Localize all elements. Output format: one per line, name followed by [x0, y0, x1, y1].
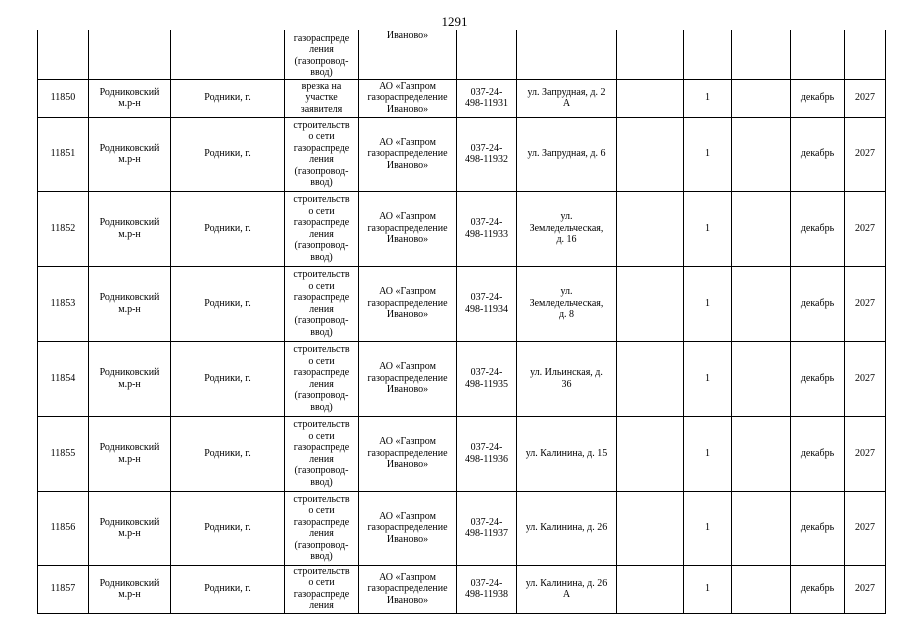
cell-year: 2027 [845, 191, 886, 266]
cell-organization: АО «Газпром газораспределение Иваново» [359, 341, 457, 416]
cell-quantity: 1 [684, 491, 732, 565]
cell-month [791, 30, 845, 79]
cell-empty [617, 79, 684, 117]
table-row [38, 117, 886, 191]
cell-organization: АО «Газпром газораспределение Иваново» [359, 191, 457, 266]
cell-work-type: газораспреде ления (газопровод- ввод) [285, 30, 359, 79]
cell-district [89, 30, 171, 79]
cell-locality: Родники, г. [171, 565, 285, 613]
cell-address: ул. Калинина, д. 26 А [517, 565, 617, 613]
cell-locality: Родники, г. [171, 341, 285, 416]
cell-year: 2027 [845, 416, 886, 491]
cell-num: 11853 [38, 266, 89, 341]
cell-locality: Родники, г. [171, 416, 285, 491]
cell-empty [732, 191, 791, 266]
cell-month: декабрь [791, 416, 845, 491]
cell-quantity: 1 [684, 565, 732, 613]
cell-quantity: 1 [684, 117, 732, 191]
cell-district: Родниковский м.р-н [89, 565, 171, 613]
cell-quantity: 1 [684, 266, 732, 341]
cell-num: 11857 [38, 565, 89, 613]
cell-address: ул. Калинина, д. 15 [517, 416, 617, 491]
cell-quantity: 1 [684, 341, 732, 416]
cell-quantity [684, 30, 732, 79]
cell-work-type: врезка на участке заявителя [285, 79, 359, 117]
cell-address: ул. Запрудная, д. 2 А [517, 79, 617, 117]
cell-year: 2027 [845, 565, 886, 613]
page-number: 1291 [441, 14, 468, 29]
cell-empty [617, 266, 684, 341]
cell-organization: АО «Газпром газораспределение Иваново» [359, 117, 457, 191]
cell-year [845, 30, 886, 79]
cell-address [517, 30, 617, 79]
cell-empty [732, 79, 791, 117]
cell-locality: Родники, г. [171, 191, 285, 266]
cell-empty [732, 565, 791, 613]
cell-code [457, 30, 517, 79]
cell-empty [732, 266, 791, 341]
cell-address: ул. Калинина, д. 26 [517, 491, 617, 565]
cell-district: Родниковский м.р-н [89, 117, 171, 191]
cell-organization: АО «Газпром газораспределение Иваново» [359, 491, 457, 565]
cell-empty [617, 30, 684, 79]
cell-organization: Иваново» [359, 30, 457, 79]
cell-num: 11852 [38, 191, 89, 266]
cell-empty [732, 117, 791, 191]
cell-organization: АО «Газпром газораспределение Иваново» [359, 266, 457, 341]
gas-connection-table [37, 30, 886, 614]
cell-num: 11854 [38, 341, 89, 416]
cell-empty [617, 191, 684, 266]
cell-district: Родниковский м.р-н [89, 79, 171, 117]
table-row [38, 416, 886, 491]
cell-organization: АО «Газпром газораспределение Иваново» [359, 79, 457, 117]
cell-code: 037-24- 498-11934 [457, 266, 517, 341]
cell-locality [171, 30, 285, 79]
cell-work-type: строительств о сети газораспреде ления [285, 565, 359, 613]
table-row [38, 266, 886, 341]
cell-num: 11855 [38, 416, 89, 491]
cell-locality: Родники, г. [171, 79, 285, 117]
cell-locality: Родники, г. [171, 491, 285, 565]
cell-month: декабрь [791, 117, 845, 191]
cell-address: ул. Ильинская, д. 36 [517, 341, 617, 416]
cell-month: декабрь [791, 79, 845, 117]
cell-num: 11851 [38, 117, 89, 191]
table-row-continued [38, 30, 886, 79]
cell-month: декабрь [791, 266, 845, 341]
table-row [38, 565, 886, 613]
cell-empty [617, 416, 684, 491]
cell-num: 11856 [38, 491, 89, 565]
cell-month: декабрь [791, 491, 845, 565]
cell-district: Родниковский м.р-н [89, 341, 171, 416]
cell-empty [617, 491, 684, 565]
cell-work-type: строительств о сети газораспреде ления (газопровод- ввод) [285, 491, 359, 565]
cell-district: Родниковский м.р-н [89, 266, 171, 341]
cell-empty [732, 491, 791, 565]
cell-month: декабрь [791, 341, 845, 416]
cell-work-type: строительств о сети газораспреде ления (газопровод- ввод) [285, 341, 359, 416]
cell-quantity: 1 [684, 79, 732, 117]
cell-district: Родниковский м.р-н [89, 491, 171, 565]
cell-num: 11850 [38, 79, 89, 117]
cell-code: 037-24- 498-11937 [457, 491, 517, 565]
cell-locality: Родники, г. [171, 117, 285, 191]
cell-code: 037-24- 498-11932 [457, 117, 517, 191]
cell-address: ул. Земледельческая, д. 8 [517, 266, 617, 341]
cell-address: ул. Запрудная, д. 6 [517, 117, 617, 191]
cell-code: 037-24- 498-11933 [457, 191, 517, 266]
cell-address: ул. Земледельческая, д. 16 [517, 191, 617, 266]
cell-code: 037-24- 498-11936 [457, 416, 517, 491]
cell-year: 2027 [845, 117, 886, 191]
cell-month: декабрь [791, 565, 845, 613]
cell-code: 037-24- 498-11938 [457, 565, 517, 613]
cell-work-type: строительств о сети газораспреде ления (газопровод- ввод) [285, 117, 359, 191]
cell-district: Родниковский м.р-н [89, 191, 171, 266]
table-row [38, 491, 886, 565]
cell-quantity: 1 [684, 416, 732, 491]
cell-locality: Родники, г. [171, 266, 285, 341]
cell-empty [617, 117, 684, 191]
cell-district: Родниковский м.р-н [89, 416, 171, 491]
cell-work-type: строительств о сети газораспреде ления (газопровод- ввод) [285, 266, 359, 341]
table-row [38, 191, 886, 266]
cell-work-type: строительств о сети газораспреде ления (газопровод- ввод) [285, 416, 359, 491]
cell-organization: АО «Газпром газораспределение Иваново» [359, 416, 457, 491]
cell-empty [617, 341, 684, 416]
cell-num [38, 30, 89, 79]
cell-year: 2027 [845, 266, 886, 341]
cell-year: 2027 [845, 491, 886, 565]
cell-empty [732, 30, 791, 79]
cell-year: 2027 [845, 341, 886, 416]
cell-empty [732, 416, 791, 491]
table-row [38, 79, 886, 117]
cell-organization: АО «Газпром газораспределение Иваново» [359, 565, 457, 613]
cell-empty [617, 565, 684, 613]
cell-year: 2027 [845, 79, 886, 117]
cell-month: декабрь [791, 191, 845, 266]
cell-quantity: 1 [684, 191, 732, 266]
table-body [38, 30, 886, 613]
cell-empty [732, 341, 791, 416]
cell-code: 037-24- 498-11931 [457, 79, 517, 117]
table-row [38, 341, 886, 416]
cell-work-type: строительств о сети газораспреде ления (газопровод- ввод) [285, 191, 359, 266]
cell-code: 037-24- 498-11935 [457, 341, 517, 416]
